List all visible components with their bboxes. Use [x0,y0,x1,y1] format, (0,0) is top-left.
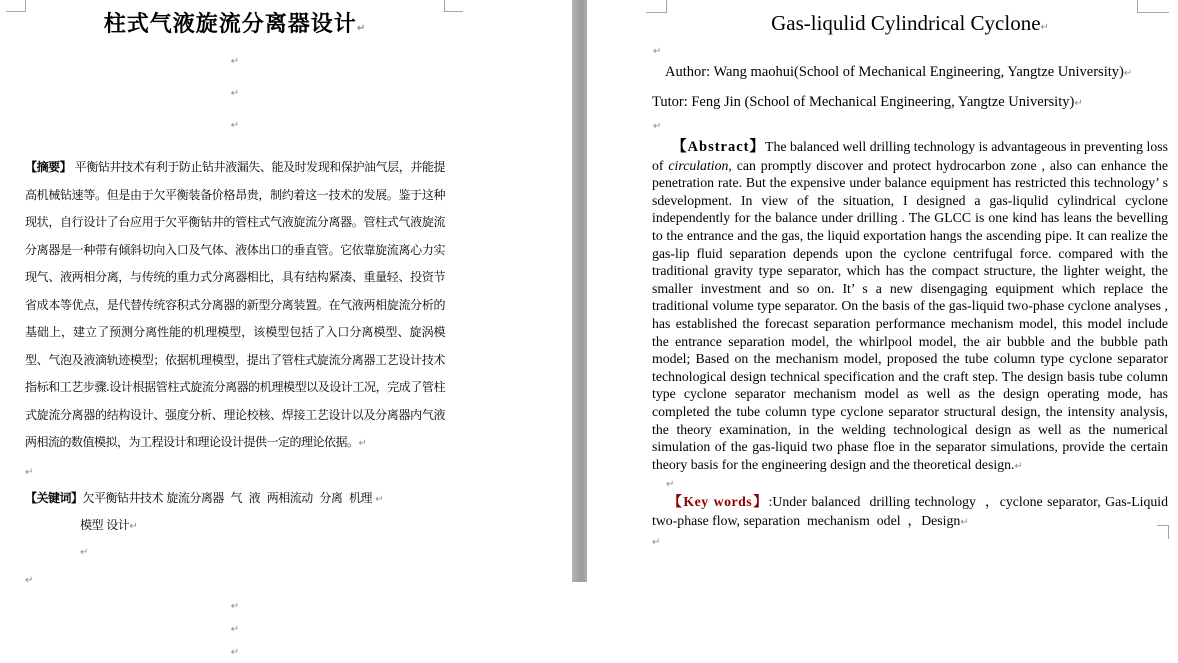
keywords-label-zh: 【关键词】 [25,490,83,505]
paragraph-mark-icon: ↵ [230,88,240,99]
empty-line [652,475,1168,493]
margin-crop-mark [646,0,667,13]
right-page[interactable] [587,0,1178,582]
paragraph-mark-icon: ↵ [129,521,138,532]
keywords-line-1: 欠平衡钻井技术 旋流分离器 气 液 两相流动 分离 机理 [82,490,376,505]
empty-line [652,532,1168,551]
chinese-abstract-text: 平衡钻井技术有利于防止钻井液漏失、能及时发现和保护油气层，并能提高机械钻速等。但是由于欠平衡装备价格昂贵，制约着这一技术的发展。鉴于这种现状，自行设计了台应用于欠平衡钻井的管柱式气液旋流分离器。管柱式气液旋流分离器是一种带有倾斜切向入口及气体、液体出口的垂直管。它依靠旋流离心力实现气、液两相分离，与传统的重力式分离器相比，具有结构紧凑、重量轻、投资节省成本等优点，是代替传统容积式分离器的新型分离装置。在气液两相旋流分析的基础上，建立了预测分离性能的机理模型，该模型包括了入口分离模型、旋涡模型、气泡及液滴轨迹模型；依据机理模型，提出了管柱式旋流分离器工艺设计技术指标和工艺步骤.设计根据管柱式旋流分离器的机理模型以及设计工况，完成了管柱式旋流分离器的结构设计、强度分析、理论校核、焊接工艺设计以及分离器内气液两相流的数值模拟，为工程设计和理论设计提供一定的理论依据。 [25,160,445,449]
empty-line [25,617,445,640]
paragraph-mark-icon: ↵ [375,493,384,505]
empty-line [25,458,445,485]
paragraph-mark-icon: ↵ [653,46,662,57]
empty-line [25,44,445,76]
paragraph-mark-icon: ↵ [1040,22,1049,33]
paragraph-mark-icon: ↵ [960,516,969,528]
english-abstract-text-1: The balanced well drilling technology is advantageous in preventing loss of [652,139,1168,173]
empty-line [25,108,445,140]
keywords-text-en: :Under balanced drilling technology ，cyclone separator, Gas-Liquid two-phase flow, separation mechanism odel ，Design [652,494,1175,528]
paragraph-mark-icon: ↵ [358,438,367,449]
english-abstract-text-2: , can promptly discover and protect hydrocarbon zone , also can enhance the penetration rate. But the expensive under balance equipment has restricted this technology’ s sdevelopment. In view of the situation, I designed a gas-liqulid cylindrical cyclone independently for the balance under drilling . The GLCC is one kind has leans the bevelling to the entrance and the gas, the liquid exportation hangs the ascending pipe. It can realize the gas-lip fluid separation depends upon the cyclone centrifugal force. compared with the traditional gravity type separator, which has the compact structure, the lighter weight, the smaller investment and so on. It’ s a new disengaging equipment which replace the traditional volume type separator. On the basis of the gas-liquid two-phase cyclone analyses , has established the forecast separation performance mechanism model, this model include the entrance separation model, the whirlpool model, the air bubble and the bubble path model; Based on the mechanism model, proposed the tube column type cyclone separator technological design technical specification and the craft step. The design basis tube column type cyclone separator mechanism model as well as the design operating mode, has completed the tube column type cyclone separator structural design, the intensity analysis, the theory examination, in the welding technological design as well as the numerical simulation of the gas-liquid two phase floe in the separator simulations, provide the certain theory basis for the engineering design and the theoretical design. [652,157,1168,472]
margin-crop-mark [444,0,463,12]
english-keywords [652,493,1175,532]
empty-line [25,640,445,663]
left-page[interactable] [0,0,572,658]
paragraph-mark-icon: ↵ [230,120,240,131]
paragraph-mark-icon: ↵ [80,547,88,558]
abstract-label-en: 【Abstract】 [672,139,766,155]
margin-crop-mark [6,0,26,12]
abstract-italic-term: circulation [668,157,729,173]
paragraph-mark-icon: ↵ [1014,460,1023,472]
paragraph-mark-icon: ↵ [25,466,34,478]
empty-line [25,539,445,565]
chinese-keywords-line2 [25,513,445,539]
paragraph-mark-icon: ↵ [230,56,240,67]
empty-line [652,118,1168,133]
paragraph-mark-icon: ↵ [652,537,661,549]
keywords-line-2: 模型 设计 [80,518,130,532]
paragraph-mark-icon: ↵ [230,647,240,658]
empty-line [25,76,445,108]
paragraph-mark-icon: ↵ [666,479,675,491]
margin-crop-mark [1137,0,1169,13]
paragraph-mark-icon: ↵ [25,575,34,586]
chinese-title: 柱式气液旋流分离器设计↵ [103,12,367,37]
empty-line [25,565,445,594]
abstract-label-zh: 【摘要】 [25,160,72,174]
paragraph-mark-icon: ↵ [230,624,240,635]
chinese-keywords [25,485,445,514]
empty-line [652,43,1168,58]
english-title: Gas-liqulid Cylindrical Cyclone↵ [771,11,1049,35]
author-line: Author: Wang maohui(School of Mechanical Engineering, Yangtze University)↵ [665,64,1133,80]
chinese-abstract [25,154,445,458]
page-gap-divider [572,0,587,582]
paragraph-mark-icon: ↵ [653,121,662,132]
paragraph-mark-icon: ↵ [230,601,240,612]
tutor-line: Tutor: Feng Jin (School of Mechanical Engineering, Yangtze University)↵ [652,94,1083,110]
english-abstract [652,138,1168,475]
keywords-label-en: 【Key words】 [668,494,769,510]
margin-crop-mark [1157,525,1169,539]
paragraph-mark-icon: ↵ [1074,98,1083,109]
paragraph-mark-icon: ↵ [1123,68,1133,79]
paragraph-mark-icon: ↵ [356,23,367,34]
empty-line [25,594,445,617]
